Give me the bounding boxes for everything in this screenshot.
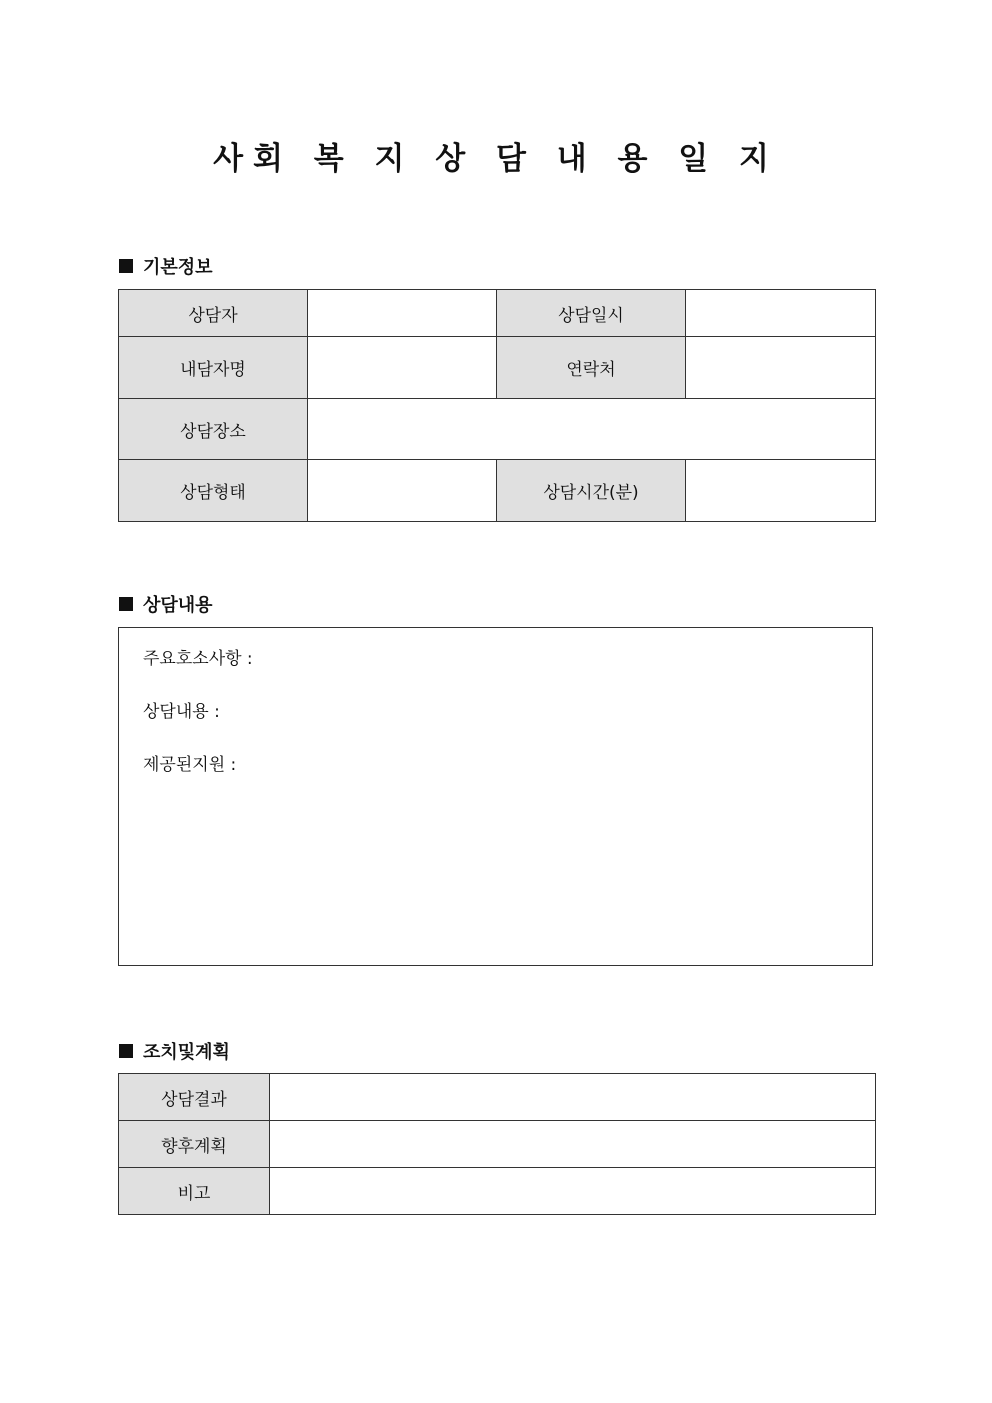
section-content-heading [119,591,213,617]
section-basic-heading [119,253,213,279]
place-field[interactable] [308,399,876,460]
label-datetime: 상담일시 [497,290,686,337]
note-field[interactable] [270,1168,876,1215]
contact-field[interactable] [686,337,876,399]
datetime-field[interactable] [686,290,876,337]
label-result: 상담결과 [119,1074,270,1121]
section-plan-title: 조치및계획 [143,1042,230,1063]
label-contact: 연락처 [497,337,686,399]
chief-complaint-label: 주요호소사항 : [143,649,253,669]
document-title: 사회 복 지 상 담 내 용 일 지 [213,141,779,177]
table-row [119,460,876,522]
table-row [119,1168,876,1215]
content-textarea[interactable] [118,627,873,966]
section-content-title: 상담내용 [143,595,213,616]
type-field[interactable] [308,460,497,522]
future-plan-field[interactable] [270,1121,876,1168]
table-row [119,1074,876,1121]
label-note: 비고 [119,1168,270,1215]
square-bullet-icon [119,259,133,273]
basic-info-table [118,289,876,522]
plan-table [118,1073,876,1215]
table-row [119,399,876,460]
table-row [119,1121,876,1168]
label-future-plan: 향후계획 [119,1121,270,1168]
section-basic-title: 기본정보 [143,257,213,278]
label-counselor: 상담자 [119,290,308,337]
square-bullet-icon [119,1044,133,1058]
support-provided-label: 제공된지원 : [143,755,237,775]
result-field[interactable] [270,1074,876,1121]
counseling-content-label: 상담내용 : [143,702,220,722]
section-plan-heading [119,1038,230,1064]
client-name-field[interactable] [308,337,497,399]
label-duration: 상담시간(분) [497,460,686,522]
label-place: 상담장소 [119,399,308,460]
label-type: 상담형태 [119,460,308,522]
table-row [119,290,876,337]
square-bullet-icon [119,597,133,611]
duration-field[interactable] [686,460,876,522]
counselor-field[interactable] [308,290,497,337]
label-client-name: 내담자명 [119,337,308,399]
table-row [119,337,876,399]
